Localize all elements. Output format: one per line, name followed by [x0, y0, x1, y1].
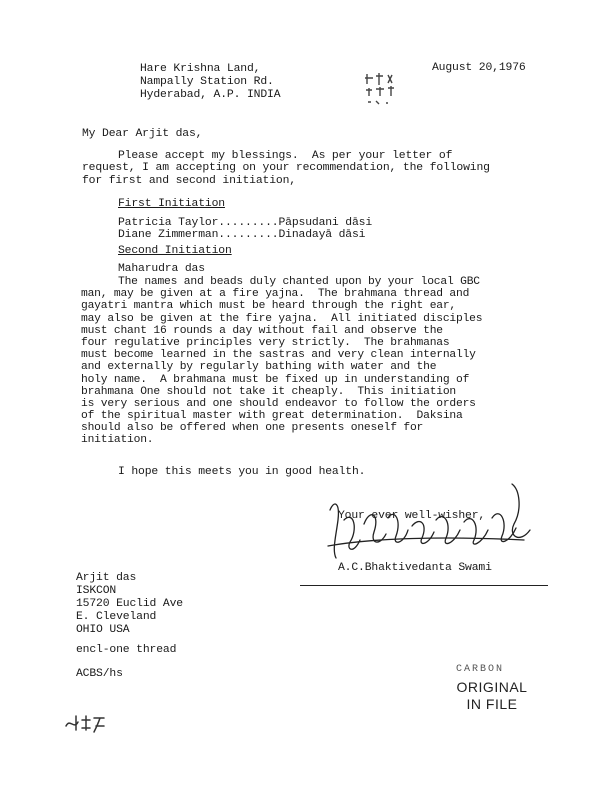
sender-address-line-2: Nampally Station Rd.	[140, 76, 274, 88]
body-line: holy name. A brahmana must be fixed up in understanding of	[81, 373, 470, 386]
first-initiation-heading: First Initiation	[118, 198, 225, 210]
body-line: initiation.	[81, 434, 154, 447]
enclosure-note: encl-one thread	[76, 644, 177, 656]
intro-line-1: Please accept my blessings. As per your letter of	[118, 150, 453, 162]
body-paragraph	[81, 276, 482, 447]
registry-stamp-mark	[362, 70, 400, 108]
original-in-file-stamp	[446, 679, 538, 713]
recipient-address-line-5: OHIO USA	[76, 624, 130, 636]
recipient-address-line-1: Arjit das	[76, 572, 137, 584]
body-line: of the spiritual master with great determination. Daksina	[81, 410, 463, 423]
body-line: is very serious and one should endeavor to follow the orders	[81, 397, 476, 410]
body-line: and externally by regularly bathing with water and the	[81, 361, 437, 374]
handwritten-file-mark	[64, 712, 108, 734]
letter-date: August 20,1976	[432, 62, 526, 74]
second-initiation-heading: Second Initiation	[118, 245, 232, 257]
signatory-name: A.C.Bhaktivedanta Swami	[338, 562, 492, 574]
body-line: man, may be given at a fire yajna. The brahmana thread and	[81, 288, 470, 301]
recipient-address-line-2: ISKCON	[76, 585, 117, 597]
handwritten-signature	[324, 480, 536, 562]
body-line: The names and beads duly chanted upon by your local GBC	[118, 276, 480, 288]
sender-address-line-1: Hare Krishna Land,	[140, 63, 261, 75]
intro-line-2: request, I am accepting on your recommendation, the following	[82, 162, 490, 174]
body-line: should also be offered when one presents oneself for	[81, 422, 424, 435]
stamp-line-1: ORIGINAL	[456, 679, 528, 695]
intro-line-3: for first and second initiation,	[82, 175, 296, 187]
body-line: must become learned in the sastras and very clean internally	[81, 349, 476, 362]
salutation: My Dear Arjit das,	[82, 128, 203, 140]
body-line: gayatri mantra which must be heard through the right ear,	[81, 300, 457, 313]
valediction: Your ever well-wisher,	[338, 510, 486, 522]
recipient-address-line-4: E. Cleveland	[76, 611, 157, 623]
carbon-label: CARBON	[456, 664, 505, 675]
recipient-address-line-3: 15720 Euclid Ave	[76, 598, 183, 610]
reference-initials: ACBS/hs	[76, 668, 123, 680]
body-line: may also be given at the fire yajna. All initiated disciples	[81, 312, 483, 325]
closing-line: I hope this meets you in good health.	[118, 466, 366, 478]
stamp-line-2: IN FILE	[466, 696, 518, 712]
sender-address-line-3: Hyderabad, A.P. INDIA	[140, 89, 281, 101]
first-initiation-entry: Diane Zimmerman.........Dinadayā dāsi	[118, 229, 366, 241]
body-line: four regulative principles very strictly. The brahmanas	[81, 336, 450, 349]
first-initiation-entry: Patricia Taylor.........Pāpsudani dāsi	[118, 217, 373, 229]
second-initiation-entry: Maharudra das	[118, 263, 205, 275]
body-line: brahmana One should not take it cheaply. This initiation	[81, 385, 457, 398]
signature-rule	[300, 585, 548, 586]
body-line: must chant 16 rounds a day without fail and observe the	[81, 324, 443, 337]
